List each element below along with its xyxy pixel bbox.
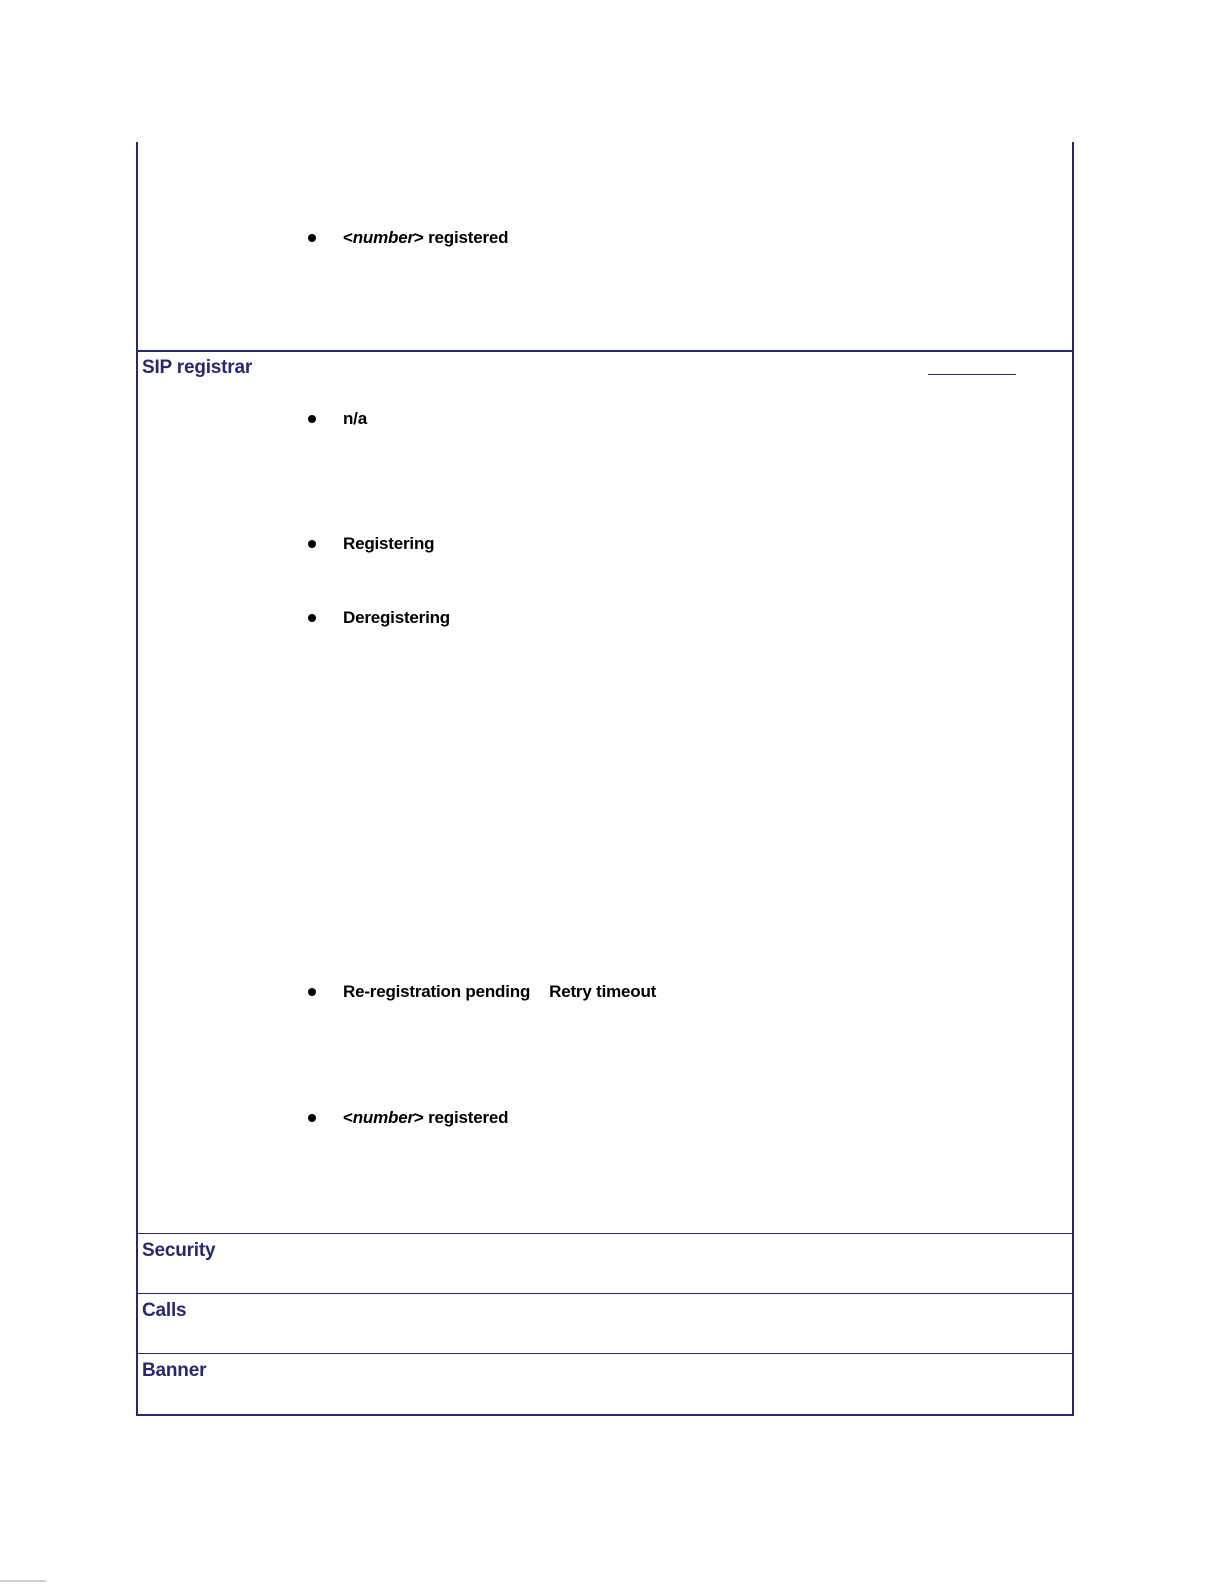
bullet-deregistering [308,608,450,628]
bullet-text: <number> registered [343,228,509,247]
bullet-dot [308,540,316,548]
bullet-text: Registering [343,534,435,553]
bullet-text: <number> registered [343,1108,509,1127]
row-divider [138,1233,1072,1234]
bullet-text: n/a [343,409,367,428]
bullet-na [308,409,367,429]
bullet-dot [308,415,316,423]
bullet-text: Re-registration pending Retry timeout [343,982,657,1001]
link-underline[interactable] [928,374,1016,375]
row-divider [138,1293,1072,1294]
bullet-dot [308,1114,316,1122]
bullet-number-registered [308,1108,508,1128]
bullet-dot [308,234,316,242]
bullet-number-registered-top [308,228,508,248]
bullet-dot [308,614,316,622]
row-divider [138,350,1072,352]
settings-table [136,142,1074,1416]
row-divider [138,1353,1072,1354]
page-edge-mark [0,1580,46,1582]
row-label-calls: Calls [142,1300,187,1321]
row-label-banner: Banner [142,1360,207,1381]
bullet-reregistration-pending [308,982,656,1002]
bullet-registering [308,534,434,554]
row-label-security: Security [142,1240,216,1261]
row-label-sip-registrar: SIP registrar [142,357,253,378]
bullet-dot [308,988,316,996]
bullet-text: Deregistering [343,608,450,627]
